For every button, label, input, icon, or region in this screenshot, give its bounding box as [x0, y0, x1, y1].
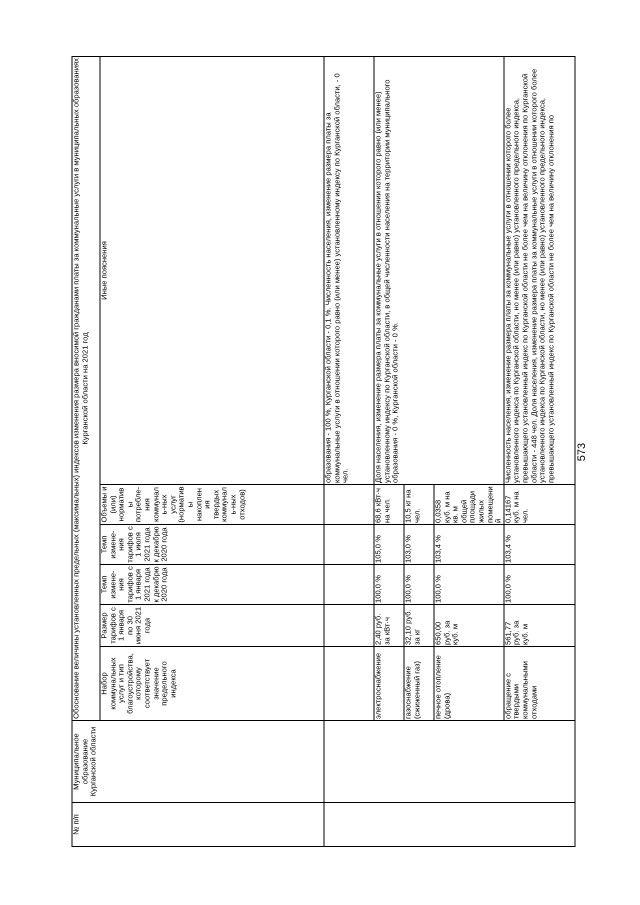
tariff-cell: 2,40 руб. за кВт·ч — [374, 605, 404, 647]
tariff-cell — [324, 605, 374, 647]
rate-jul-cell: 103,4 % — [504, 525, 575, 565]
service-cell: газоснабжение (сжиженный газ) — [404, 647, 434, 721]
tariff-cell: 32,10 руб. за кг — [404, 605, 434, 647]
column-header-services: Набор коммунальных услуг и тип благоустройства, которому соответствует значение предельного индекса — [100, 647, 324, 721]
volume-cell: 10,5 кг на чел. — [404, 485, 434, 525]
rate-jul-cell — [324, 525, 374, 565]
column-header-tariff-rate-jan: Темп измене-ния тарифов с 1 января 2021 года к декабрю 2020 года — [100, 565, 324, 605]
rate-jan-cell: 100,0 % — [404, 565, 434, 605]
column-header-justification: Обоснование величины установленных предельных (максимальных) индексов изменения размера вносимой гражданами платы за коммунальные услуги в муниципальных образованиях Курганской области на 2021 год — [72, 57, 100, 721]
row-number-cell — [324, 803, 575, 847]
note-cell: образования - 100 %, Курганской области - 0,1 %. Численность населения, изменение размера платы за коммунальные услуги в отношении которого равно (или менее) установленному индексу по Курганской области, - 0 чел. — [324, 57, 374, 485]
column-header-volumes: Объемы и (или) нормативы потребле-ния коммуналь-ных услуг (нормативы накопления твердых коммуналь-ных отходов) — [100, 485, 324, 525]
rate-jul-cell: 103,4 % — [434, 525, 504, 565]
tariff-cell: 650,00 руб. за куб. м — [434, 605, 504, 647]
rotated-page-content — [72, 57, 569, 847]
volume-cell: 0,14167 куб. м на чел. — [504, 485, 575, 525]
justification-table — [72, 56, 576, 847]
row-municipality-cell — [324, 721, 575, 803]
rate-jul-cell: 103,0 % — [404, 525, 434, 565]
column-header-number: № п/п — [72, 803, 324, 847]
tariff-cell: 561,77 руб. за куб. м — [504, 605, 575, 647]
service-cell: электроснабжение — [374, 647, 404, 721]
rate-jan-cell — [324, 565, 374, 605]
page-number: 573 — [576, 442, 588, 462]
rate-jan-cell: 100,0 % — [504, 565, 575, 605]
service-cell: обращение с твердыми коммунальными отходами — [504, 647, 575, 721]
table-header-row — [72, 57, 100, 847]
column-header-notes: Иные пояснения — [100, 57, 324, 485]
note-cell: Доля населения, изменение размера платы за коммунальные услуги в отношении которого равно (или менее) установленному индексу по Курганской области, в общей численности населения на территории муниципального образования - 0 %, Курганской области - 0 %. — [374, 57, 504, 485]
note-cell: Численность населения, изменение размера платы за коммунальные услуги в отношении которого более установленного индекса по Курганской области, но менее (или равно) установленного предельного индекса, превышающего установленный индекс по Курганской области не более чем на величину отклонения по Курганской области - 448 чел. Доля населения, изменение размера платы за коммунальные услуги в отношении которого более установленного индекса по Курганской области, но менее (или равно) установленного предельного индекса, превышающего установленный индекс по Курганской области не более чем на величину отклонения по — [504, 57, 575, 485]
column-header-tariff-size: Размер тарифов с 1 января по 30 июня 2021 года — [100, 605, 324, 647]
table-row — [324, 57, 374, 847]
column-header-tariff-rate-jul: Темп измене-ния тарифов с 1 июля 2021 года к декабрю 2020 года — [100, 525, 324, 565]
volume-cell: 0,0358 куб. м на кв. м общей площади жилых помещений — [433, 486, 503, 523]
rate-jan-cell: 100,0 % — [374, 565, 404, 605]
service-cell — [324, 647, 374, 721]
rate-jul-cell: 105,0 % — [374, 525, 404, 565]
column-header-municipality: Муниципальное образование Курганской области — [72, 721, 324, 803]
volume-cell — [324, 485, 374, 525]
service-cell: печное отопление (дрова) — [434, 647, 504, 721]
rate-jan-cell: 100,0 % — [434, 565, 504, 605]
volume-cell: 68,6 кВт·ч на чел. — [374, 485, 404, 525]
